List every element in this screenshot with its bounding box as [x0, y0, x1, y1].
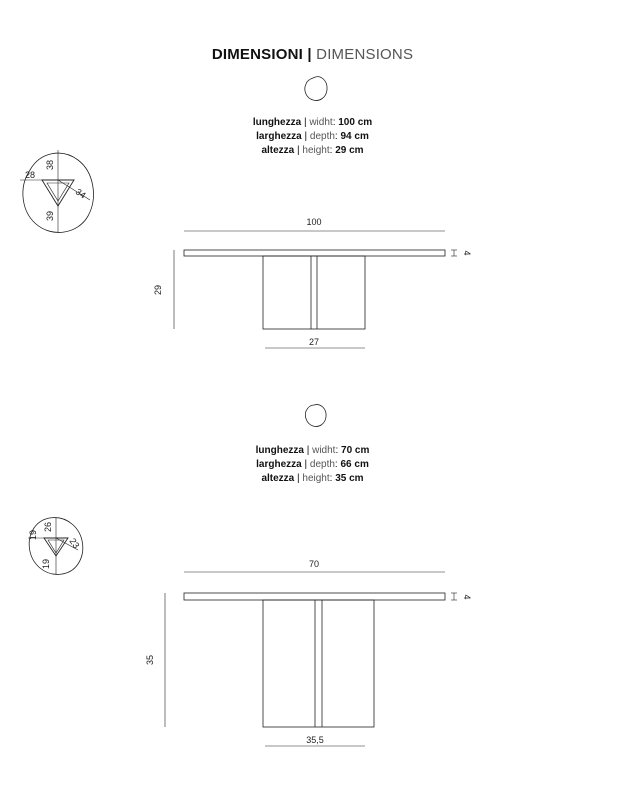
width-label: 70	[308, 559, 320, 569]
spec-depth: larghezza | depth: 66 cm	[256, 459, 369, 470]
plan-label-b: 26	[43, 521, 53, 533]
table-top	[184, 593, 445, 600]
base-label: 27	[308, 337, 320, 347]
plan-view-2	[28, 518, 83, 575]
table-shape-icon-2	[305, 405, 326, 427]
title-separator: |	[303, 46, 317, 63]
plan-label-c: 23	[67, 536, 82, 551]
spec-length: lunghezza | widht: 70 cm	[255, 445, 370, 456]
plan-label-d: 39	[45, 210, 55, 222]
spec-height: altezza | height: 35 cm	[261, 473, 364, 484]
table-base	[263, 256, 365, 329]
title-italian: DIMENSIONI	[211, 46, 304, 63]
width-label: 100	[306, 217, 322, 227]
title-english: DIMENSIONS	[316, 46, 414, 63]
spec-depth: larghezza | depth: 94 cm	[256, 131, 369, 142]
base-label: 35,5	[306, 735, 324, 745]
height-label: 35	[145, 654, 155, 666]
spec-length: lunghezza | widht: 100 cm	[252, 117, 373, 128]
plan-label-a: 28	[24, 170, 36, 180]
table-top	[184, 250, 445, 256]
plan-view-1	[20, 150, 93, 232]
height-label: 29	[153, 284, 163, 296]
top-thickness-label: 4	[462, 250, 472, 256]
spec-height: altezza | height: 29 cm	[261, 145, 364, 156]
plan-label-b: 38	[45, 159, 55, 171]
table-shape-icon-1	[305, 77, 327, 101]
plan-label-a: 19	[28, 529, 38, 541]
elevation-view-1	[153, 217, 472, 348]
table-base	[263, 600, 374, 727]
top-thickness-label: 4	[462, 594, 472, 600]
plan-label-d: 19	[41, 558, 51, 570]
elevation-view-2	[145, 559, 472, 746]
plan-label-c: 34	[73, 186, 88, 201]
